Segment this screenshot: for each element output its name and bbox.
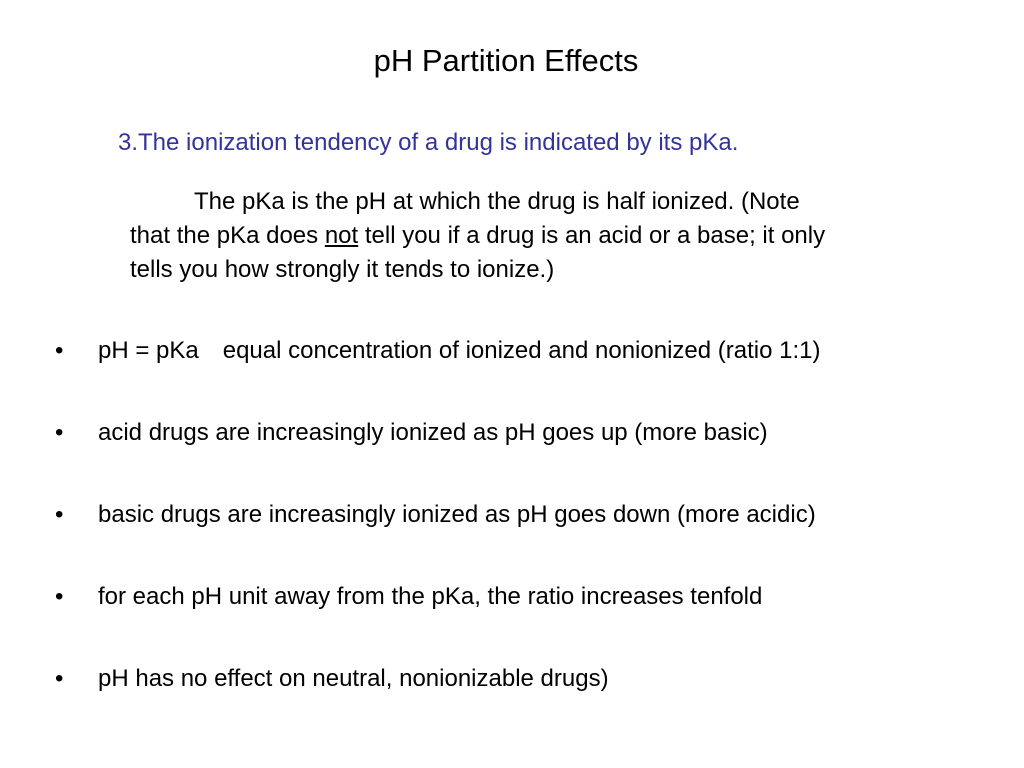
bullet-icon: • <box>55 419 64 446</box>
bullet-icon: • <box>55 583 64 610</box>
bullet-text: pH has no effect on neutral, nonionizable drugs) <box>98 665 609 692</box>
bullet-text <box>98 334 820 368</box>
bullet-icon: • <box>55 501 64 528</box>
bullet-text: basic drugs are increasingly ionized as pH goes down (more acidic) <box>98 501 816 528</box>
bullet-definition: equal concentration of ionized and nonionized (ratio 1:1) <box>222 337 821 364</box>
pka-note-line-2-start: that the pKa does <box>130 222 325 249</box>
slide-title: pH Partition Effects <box>373 43 639 78</box>
bullet-term: pH = pKa <box>98 337 199 364</box>
bullet-text: acid drugs are increasingly ionized as pH goes up (more basic) <box>98 419 768 446</box>
bullet-item-neutral-drugs <box>0 662 1024 744</box>
bullet-text: for each pH unit away from the pKa, the ratio increases tenfold <box>98 583 763 610</box>
bullet-item-ph-equals-pka <box>0 334 1024 416</box>
pka-note-line-2-end: tell you if a drug is an acid or a base; it only <box>358 222 826 249</box>
pka-note-line-1: The pKa is the pH at which the drug is half ionized. (Note <box>194 188 800 215</box>
pka-note <box>130 185 990 287</box>
bullet-icon: • <box>55 337 64 364</box>
pka-note-line-3: tells you how strongly it tends to ionize.) <box>130 256 555 283</box>
bullet-list <box>0 334 1024 744</box>
pka-note-line-2 <box>130 219 990 253</box>
pka-note-emphasis-not: not <box>324 222 359 249</box>
bullet-icon: • <box>55 665 64 692</box>
bullet-item-acid-drugs <box>0 416 1024 498</box>
bullet-item-basic-drugs <box>0 498 1024 580</box>
slide-subheading: 3.The ionization tendency of a drug is indicated by its pKa. <box>118 129 739 156</box>
bullet-item-tenfold-ratio <box>0 580 1024 662</box>
